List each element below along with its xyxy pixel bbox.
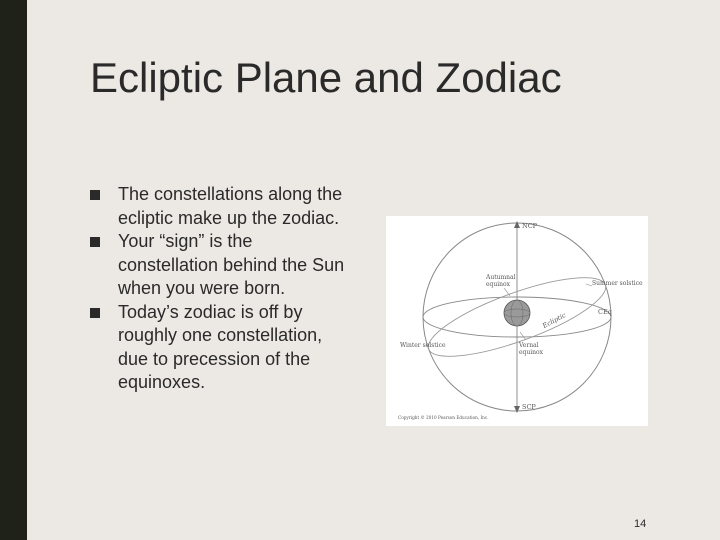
scp-label: SCP <box>522 403 536 411</box>
ecliptic-label: Ecliptic <box>541 311 568 330</box>
vernal-equinox-label: equinox <box>519 349 544 356</box>
summer-solstice-label: Summer solstice <box>592 280 643 287</box>
celestial-sphere-figure <box>386 216 648 426</box>
ncp-arrow-icon <box>514 221 520 228</box>
bullet-text: Your “sign” is the constellation behind the Sun when you were born. <box>118 231 345 298</box>
earth-globe <box>504 300 530 326</box>
autumnal-equinox-label: Autumnal <box>486 274 516 281</box>
celestial-sphere-diagram <box>386 216 648 426</box>
bullet-square-icon <box>90 190 100 200</box>
bullet-item <box>90 230 350 301</box>
bullet-text: The constellations along the ecliptic make up the zodiac. <box>118 184 343 228</box>
ceq-label: CEq <box>598 308 612 316</box>
copyright-text: Copyright © 2010 Pearson Education, Inc. <box>398 415 489 420</box>
ncp-label: NCP <box>522 222 538 230</box>
autumnal-equinox-label: equinox <box>486 281 511 288</box>
slide-title: Ecliptic Plane and Zodiac <box>90 54 562 101</box>
bullet-item <box>90 301 350 395</box>
scp-arrow-icon <box>514 406 520 413</box>
side-accent-bar <box>0 0 27 540</box>
bullet-square-icon <box>90 237 100 247</box>
winter-solstice-label: Winter solstice <box>400 342 446 349</box>
bullet-list <box>90 183 350 395</box>
vernal-equinox-label: Vernal <box>519 342 539 349</box>
bullet-text: Today’s zodiac is off by roughly one constellation, due to precession of the equinoxes. <box>118 301 323 392</box>
bullet-square-icon <box>90 308 100 318</box>
page-number: 14 <box>634 518 647 530</box>
vernal-leader-line <box>520 332 526 340</box>
bullet-item <box>90 183 350 230</box>
